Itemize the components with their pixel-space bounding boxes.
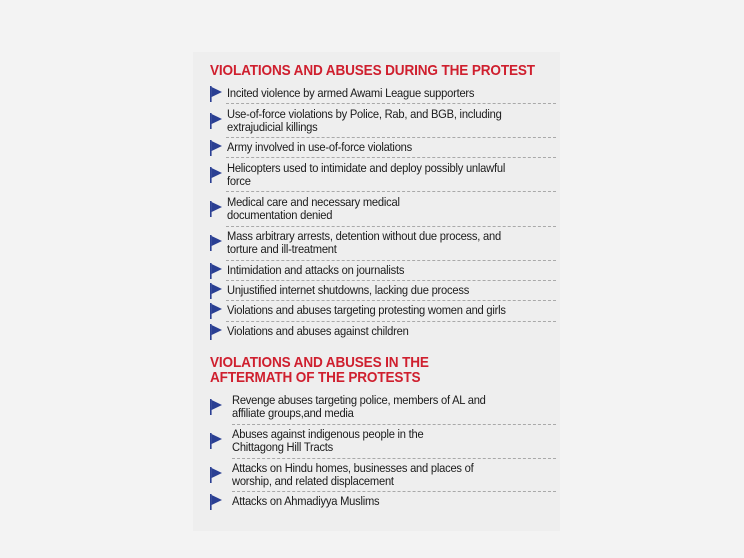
- list-item: [210, 194, 546, 224]
- text-line: extrajudicial killings: [227, 120, 318, 134]
- text-line: affiliate groups,and media: [232, 406, 354, 420]
- dashed-divider: [226, 191, 556, 192]
- dashed-divider: [232, 458, 556, 459]
- dashed-divider: [232, 491, 556, 492]
- list-item: [210, 139, 546, 157]
- text-line: Violations and abuses targeting protesting women and girls: [227, 303, 506, 318]
- flag-icon: [210, 324, 222, 340]
- text-line: Incited violence by armed Awami League supporters: [227, 86, 475, 101]
- list-item: [210, 323, 546, 341]
- text-line: torture and ill-treatment: [227, 242, 337, 256]
- list-item: [210, 282, 546, 300]
- list-item: [210, 228, 546, 258]
- text-line: Abuses against indigenous people in the: [232, 426, 424, 441]
- dashed-divider: [226, 300, 556, 301]
- flag-icon: [210, 167, 222, 183]
- flag-icon: [210, 201, 222, 217]
- dashed-divider: [226, 321, 556, 322]
- text-line: Intimidation and attacks on journalists: [227, 263, 405, 278]
- list-item: [210, 262, 546, 280]
- heading-line: VIOLATIONS AND ABUSES IN THE: [210, 355, 429, 371]
- text-line: Army involved in use-of-force violations: [227, 140, 413, 155]
- list-item: [210, 426, 546, 456]
- text-line: Chittagong Hill Tracts: [232, 440, 334, 454]
- text-line: Attacks on Ahmadiyya Muslims: [232, 494, 380, 509]
- flag-icon: [210, 235, 222, 251]
- text-line: Medical care and necessary medical: [227, 194, 400, 209]
- dashed-divider: [226, 280, 556, 281]
- section-heading-aftermath: [210, 356, 429, 386]
- dashed-divider: [232, 424, 556, 425]
- list-item-text: [232, 495, 379, 508]
- flag-icon: [210, 263, 222, 279]
- flag-icon: [210, 494, 222, 510]
- list-item-text: [227, 108, 502, 134]
- dashed-divider: [226, 103, 556, 104]
- flag-icon: [210, 433, 222, 449]
- text-line: Attacks on Hindu homes, businesses and places of: [232, 460, 474, 475]
- list-item: [210, 302, 546, 320]
- dashed-divider: [226, 260, 556, 261]
- heading-line: VIOLATIONS AND ABUSES DURING THE PROTEST: [210, 63, 535, 79]
- text-line: Helicopters used to intimidate and deploy possibly unlawful: [227, 160, 506, 175]
- text-line: Unjustified internet shutdowns, lacking due process: [227, 283, 470, 298]
- list-item-text: [227, 141, 412, 154]
- heading-line: AFTERMATH OF THE PROTESTS: [210, 370, 421, 386]
- flag-icon: [210, 303, 222, 319]
- text-line: force: [227, 174, 251, 188]
- list-item-text: [227, 162, 505, 188]
- text-line: Use-of-force violations by Police, Rab, and BGB, including: [227, 106, 502, 121]
- text-line: worship, and related displacement: [232, 474, 394, 488]
- list-item-text: [227, 87, 474, 100]
- dashed-divider: [226, 226, 556, 227]
- text-line: Mass arbitrary arrests, detention without due process, and: [227, 228, 501, 243]
- text-line: Violations and abuses against children: [227, 324, 409, 339]
- flag-icon: [210, 113, 222, 129]
- list-item: [210, 493, 546, 511]
- list-item-text: [232, 428, 423, 454]
- section-heading-during-protest: [210, 64, 535, 79]
- flag-icon: [210, 86, 222, 102]
- list-item-text: [232, 462, 473, 488]
- dashed-divider: [226, 157, 556, 158]
- text-line: documentation denied: [227, 208, 333, 222]
- list-item-text: [227, 196, 400, 222]
- list-item: [210, 106, 546, 136]
- dashed-divider: [226, 137, 556, 138]
- list-item: [210, 85, 546, 103]
- flag-icon: [210, 399, 222, 415]
- flag-icon: [210, 283, 222, 299]
- list-item-text: [227, 230, 501, 256]
- list-item-text: [227, 264, 404, 277]
- text-line: Revenge abuses targeting police, members of AL and: [232, 392, 486, 407]
- list-item: [210, 160, 546, 190]
- list-item: [210, 460, 546, 490]
- list-item-text: [227, 284, 469, 297]
- flag-icon: [210, 140, 222, 156]
- list-item-text: [227, 325, 409, 338]
- list-item-text: [227, 304, 506, 317]
- list-item: [210, 392, 546, 422]
- list-item-text: [232, 394, 486, 420]
- flag-icon: [210, 467, 222, 483]
